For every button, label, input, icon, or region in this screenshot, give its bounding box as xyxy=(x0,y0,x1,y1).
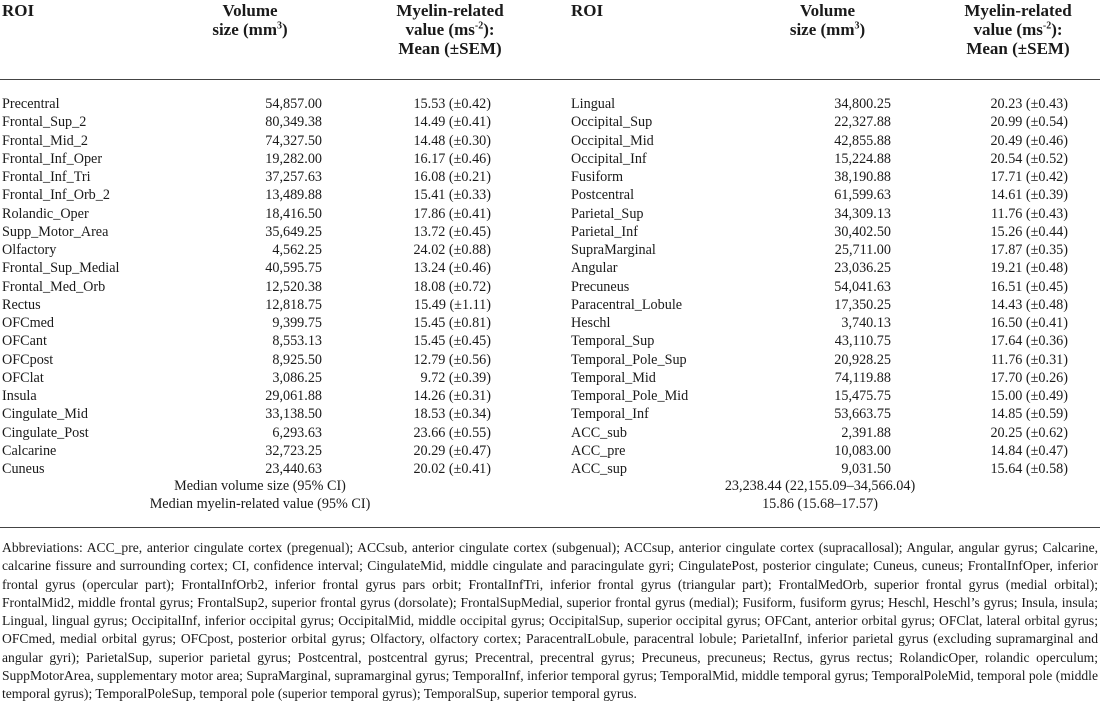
roi-name: Precentral xyxy=(2,96,60,112)
roi-name: Cingulate_Post xyxy=(2,424,89,441)
header-volume-right xyxy=(745,1,910,39)
volume-value: 18,416.50 xyxy=(265,205,322,222)
myelin-value: 14.43 (±0.48) xyxy=(990,296,1068,313)
table-row xyxy=(0,460,1100,478)
abbreviations-footnote: Abbreviations: ACC_pre, anterior cingulate cortex (pregenual); ACCsub, anterior cingulate cortex (subgenual); ACCsup, anterior cingulate cortex (supracallosal); Angular, angular gyrus; Calcarine, calcarine fissure and surrounding cortex; CI, confidence interval; CingulateMid, middle cingulate and paracingulate gyri; CingulatePost, posterior cingulate; Cuneus, cuneus; FrontalInfOper, inferior frontal gyrus (opercular part); FrontalInfOrb2, inferior frontal gyrus pars orbit; FrontalInfTri, inferior frontal gyrus (triangular part); FrontalMedOrb, superior frontal gyrus (medial orbital); FrontalMid2, middle frontal gyrus; FrontalSup2, superior frontal gyrus (dorsolate); FrontalSupMedial, superior frontal gyrus (medial); Fusiform, fusiform gyrus; Heschl, Heschl’s gyrus; Insula, insula; Lingual, lingual gyrus; OccipitalInf, inferior occipital gyrus; OccipitalMid, middle occipital gyrus; OccipitalSup, superior occipital gyrus; OFCant, anterior orbital gyrus; OFClat, lateral orbital gyrus; OFCmed, medial orbital gyrus; OFCpost, posterior orbital gyrus; Olfactory, olfactory cortex; ParacentralLobule, paracentral lobule; ParietalInf, inferior parietal gyrus (excluding supramarginal and angular gyri); ParietalSup, superior parietal gyrus; Postcentral, postcentral gyrus; Precentral, precentral gyrus; Precuneus, precuneus; Rectus, gyrus rectus; RolandicOper, rolandic operculum; SuppMotorArea, supplementary motor area; SupraMarginal, supramarginal gyrus; TemporalInf, inferior temporal gyrus; TemporalMid, middle temporal gyrus; TemporalPoleMid, temporal pole (middle temporal gyrus); TemporalPoleSup, temporal pole (superior temporal gyrus); TemporalSup, superior temporal gyrus. xyxy=(2,540,1098,702)
myelin-value: 17.71 (±0.42) xyxy=(990,169,1068,185)
header-volume-line1: Volume xyxy=(799,1,856,20)
roi-name: Temporal_Mid xyxy=(571,369,656,386)
myelin-value: 19.21 (±0.48) xyxy=(990,260,1068,277)
volume-value: 29,061.88 xyxy=(265,388,322,404)
median-myelin-label: Median myelin-related value (95% CI) xyxy=(149,496,371,512)
volume-value: 54,857.00 xyxy=(265,96,322,112)
myelin-value: 13.24 (±0.46) xyxy=(413,260,491,277)
volume-value: 61,599.63 xyxy=(834,187,891,204)
myelin-value: 15.45 (±0.81) xyxy=(413,315,491,331)
myelin-value: 20.29 (±0.47) xyxy=(413,442,491,459)
myelin-value: 11.76 (±0.43) xyxy=(990,205,1068,222)
myelin-value: 14.61 (±0.39) xyxy=(990,187,1068,204)
roi-name: ACC_sup xyxy=(571,461,627,477)
roi-name: Occipital_Inf xyxy=(571,150,647,167)
volume-value: 19,282.00 xyxy=(265,150,322,167)
table-row xyxy=(0,113,1100,131)
roi-name: Cuneus xyxy=(2,461,45,477)
myelin-value: 16.17 (±0.46) xyxy=(413,150,491,167)
roi-name: Postcentral xyxy=(571,187,635,204)
roi-name: Occipital_Mid xyxy=(571,132,654,149)
header-myelin-line2: value $(ms^{-2})$: xyxy=(405,20,495,39)
roi-name: Temporal_Inf xyxy=(571,406,649,423)
table-row xyxy=(0,424,1100,442)
myelin-value: 9.72 (±0.39) xyxy=(420,369,491,386)
volume-value: 2,391.88 xyxy=(841,424,891,441)
median-myelin-value: 15.86 (15.68–17.57) xyxy=(762,496,878,512)
myelin-value: 17.70 (±0.26) xyxy=(990,369,1068,386)
myelin-value: 14.49 (±0.41) xyxy=(413,114,491,131)
volume-value: 74,119.88 xyxy=(834,369,891,386)
myelin-value: 14.48 (±0.30) xyxy=(413,132,491,149)
myelin-value: 17.86 (±0.41) xyxy=(413,205,491,222)
volume-value: 40,595.75 xyxy=(265,260,322,277)
volume-value: 15,475.75 xyxy=(834,388,891,404)
table-row xyxy=(0,95,1100,113)
table-row xyxy=(0,223,1100,241)
myelin-value: 16.08 (±0.21) xyxy=(413,169,491,185)
volume-value: 32,723.25 xyxy=(265,442,322,459)
volume-value: 4,562.25 xyxy=(272,242,322,258)
roi-name: ACC_sub xyxy=(571,424,627,441)
volume-value: 20,928.25 xyxy=(834,351,891,368)
header-myelin-right xyxy=(928,1,1100,58)
roi-name: Olfactory xyxy=(2,242,57,258)
roi-name: Temporal_Pole_Mid xyxy=(571,388,689,404)
volume-value: 8,925.50 xyxy=(272,351,322,368)
roi-name: Frontal_Inf_Orb_2 xyxy=(2,187,110,204)
volume-value: 13,489.88 xyxy=(265,187,322,204)
roi-name: Heschl xyxy=(571,315,611,331)
header-myelin-line1: Myelin-related xyxy=(964,1,1072,20)
volume-value: 38,190.88 xyxy=(834,169,891,185)
myelin-value: 12.79 (±0.56) xyxy=(413,351,491,368)
volume-value: 9,031.50 xyxy=(841,461,891,477)
roi-name: Parietal_Sup xyxy=(571,205,644,222)
myelin-value: 13.72 (±0.45) xyxy=(413,223,491,240)
median-volume-label: Median volume size (95% CI) xyxy=(174,478,346,494)
myelin-value: 11.76 (±0.31) xyxy=(990,351,1068,368)
roi-name: Parietal_Inf xyxy=(571,223,638,240)
roi-name: Frontal_Med_Orb xyxy=(2,278,106,295)
roi-name: Occipital_Sup xyxy=(571,114,653,131)
roi-name: Frontal_Sup_Medial xyxy=(2,260,120,277)
volume-value: 30,402.50 xyxy=(834,223,891,240)
myelin-value: 17.64 (±0.36) xyxy=(990,333,1068,350)
header-volume-line2: size $(mm^3)$ xyxy=(789,20,866,39)
myelin-value: 15.53 (±0.42) xyxy=(413,96,491,112)
roi-name: Precuneus xyxy=(571,278,630,295)
volume-value: 33,138.50 xyxy=(265,406,322,423)
roi-name: Frontal_Inf_Oper xyxy=(2,150,103,167)
volume-value: 80,349.38 xyxy=(265,114,322,131)
table-row xyxy=(0,241,1100,259)
myelin-value: 15.41 (±0.33) xyxy=(413,187,491,204)
myelin-value: 15.00 (±0.49) xyxy=(990,388,1068,404)
table-row xyxy=(0,259,1100,277)
table-row xyxy=(0,387,1100,405)
myelin-value: 15.45 (±0.45) xyxy=(413,333,491,350)
myelin-value: 15.26 (±0.44) xyxy=(990,223,1068,240)
volume-value: 42,855.88 xyxy=(834,132,891,149)
volume-value: 37,257.63 xyxy=(265,169,322,185)
volume-value: 8,553.13 xyxy=(272,333,322,350)
myelin-value: 20.54 (±0.52) xyxy=(990,150,1068,167)
volume-value: 43,110.75 xyxy=(834,333,891,350)
roi-name: SupraMarginal xyxy=(571,242,656,258)
header-myelin-line1: Myelin-related xyxy=(396,1,504,20)
volume-value: 6,293.63 xyxy=(272,424,322,441)
myelin-value: 15.64 (±0.58) xyxy=(990,461,1068,477)
myelin-value: 16.50 (±0.41) xyxy=(990,315,1068,331)
volume-value: 17,350.25 xyxy=(834,296,891,313)
volume-value: 3,740.13 xyxy=(841,315,891,331)
header-myelin-line3: Mean (±SEM) xyxy=(966,39,1070,58)
roi-name: Temporal_Pole_Sup xyxy=(571,351,687,368)
table-row xyxy=(0,405,1100,423)
roi-name: Rectus xyxy=(2,296,41,313)
table-row xyxy=(0,168,1100,186)
header-roi-right: ROI xyxy=(571,1,604,20)
header-rule xyxy=(0,79,1100,80)
volume-value: 34,800.25 xyxy=(834,96,891,112)
volume-value: 54,041.63 xyxy=(834,278,891,295)
roi-name: OFCpost xyxy=(2,351,54,368)
roi-name: Paracentral_Lobule xyxy=(571,296,683,313)
volume-value: 22,327.88 xyxy=(834,114,891,131)
myelin-value: 20.02 (±0.41) xyxy=(413,461,491,477)
volume-value: 12,520.38 xyxy=(265,278,322,295)
myelin-value: 15.49 (±1.11) xyxy=(413,296,491,313)
table-row xyxy=(0,278,1100,296)
volume-value: 15,224.88 xyxy=(834,150,891,167)
table-row xyxy=(0,314,1100,332)
header-roi-left: ROI xyxy=(2,1,35,20)
myelin-value: 20.25 (±0.62) xyxy=(990,424,1068,441)
volume-value: 9,399.75 xyxy=(272,315,322,331)
myelin-value: 16.51 (±0.45) xyxy=(990,278,1068,295)
volume-value: 34,309.13 xyxy=(834,205,891,222)
table-row xyxy=(0,132,1100,150)
volume-value: 35,649.25 xyxy=(265,223,322,240)
volume-value: 25,711.00 xyxy=(834,242,891,258)
header-myelin-left xyxy=(360,1,540,58)
volume-value: 10,083.00 xyxy=(834,442,891,459)
roi-name: OFCmed xyxy=(2,315,55,331)
roi-name: Frontal_Mid_2 xyxy=(2,132,88,149)
myelin-value: 20.49 (±0.46) xyxy=(990,132,1068,149)
table-row xyxy=(0,150,1100,168)
header-volume-line1: Volume xyxy=(222,1,278,20)
roi-name: Angular xyxy=(571,260,618,277)
roi-name: Insula xyxy=(2,388,37,404)
roi-name: Rolandic_Oper xyxy=(2,205,89,222)
roi-name: Calcarine xyxy=(2,442,57,459)
roi-name: Supp_Motor_Area xyxy=(2,223,109,240)
table-row xyxy=(0,351,1100,369)
footer-rule xyxy=(0,527,1100,528)
roi-name: ACC_pre xyxy=(571,442,626,459)
myelin-value: 24.02 (±0.88) xyxy=(413,242,491,258)
myelin-value: 18.08 (±0.72) xyxy=(413,278,491,295)
volume-value: 12,818.75 xyxy=(265,296,322,313)
header-myelin-line3: Mean (±SEM) xyxy=(398,39,502,58)
roi-name: OFClat xyxy=(2,369,44,386)
table-row xyxy=(0,186,1100,204)
table-row xyxy=(0,369,1100,387)
table-row xyxy=(0,205,1100,223)
volume-value: 53,663.75 xyxy=(834,406,891,423)
header-volume-left xyxy=(170,1,330,39)
myelin-value: 20.23 (±0.43) xyxy=(990,96,1068,112)
myelin-value: 14.85 (±0.59) xyxy=(990,406,1068,423)
myelin-value: 23.66 (±0.55) xyxy=(413,424,491,441)
header-volume-line2: size $(mm^3)$ xyxy=(212,20,288,39)
myelin-value: 18.53 (±0.34) xyxy=(413,406,491,423)
roi-name: Temporal_Sup xyxy=(571,333,655,350)
myelin-value: 14.26 (±0.31) xyxy=(413,388,491,404)
table-row xyxy=(0,296,1100,314)
roi-name: Lingual xyxy=(571,96,616,112)
myelin-value: 17.87 (±0.35) xyxy=(990,242,1068,258)
roi-name: Frontal_Inf_Tri xyxy=(2,169,91,185)
volume-value: 23,036.25 xyxy=(834,260,891,277)
table-row xyxy=(0,442,1100,460)
myelin-value: 20.99 (±0.54) xyxy=(990,114,1068,131)
roi-name: OFCant xyxy=(2,333,47,350)
table-row xyxy=(0,332,1100,350)
roi-name: Fusiform xyxy=(571,169,624,185)
roi-name: Frontal_Sup_2 xyxy=(2,114,87,131)
myelin-value: 14.84 (±0.47) xyxy=(990,442,1068,459)
roi-name: Cingulate_Mid xyxy=(2,406,88,423)
volume-value: 74,327.50 xyxy=(265,132,322,149)
volume-value: 3,086.25 xyxy=(272,369,322,386)
header-myelin-line2: value $(ms^{-2})$: xyxy=(973,20,1063,39)
volume-value: 23,440.63 xyxy=(265,461,322,477)
median-volume-value: 23,238.44 (22,155.09–34,566.04) xyxy=(724,478,916,494)
